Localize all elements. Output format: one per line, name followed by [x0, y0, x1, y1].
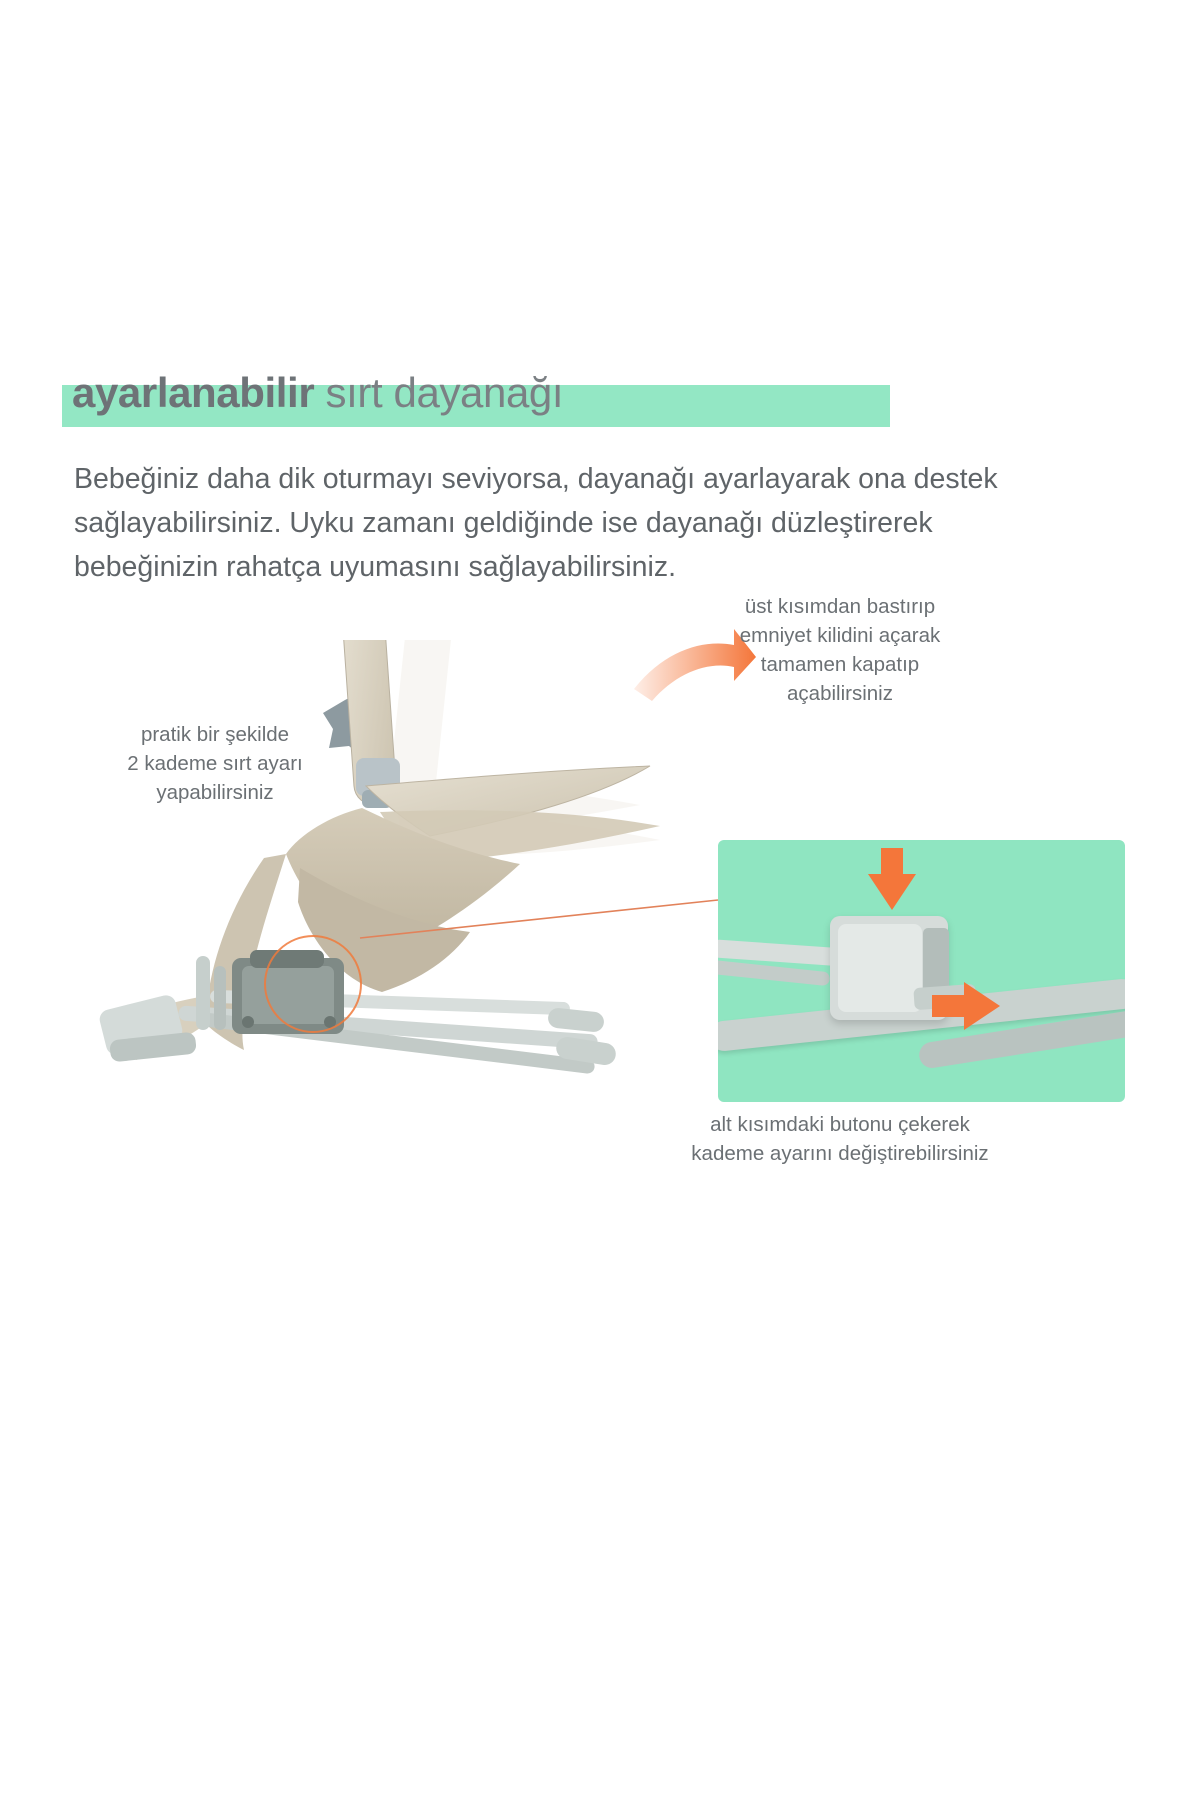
- callout-top: üst kısımdan bastırıp emniyet kilidini açarak tamamen kapatıp açabilirsiniz: [739, 595, 941, 705]
- arrow-press-down-icon: [866, 846, 918, 912]
- highlight-circle: [264, 935, 362, 1033]
- arrow-slide-right-icon: [930, 980, 1002, 1032]
- title-light-part: sırt dayanağı: [314, 369, 564, 416]
- title-bold-part: ayarlanabilir: [72, 369, 315, 416]
- illustration-area: [0, 595, 1200, 1300]
- title-text: [72, 369, 564, 416]
- callout-left: pratik bir şekilde 2 kademe sırt ayarı yapabilirsiniz: [127, 723, 303, 804]
- body-paragraph: Bebeğiniz daha dik oturmayı seviyorsa, dayanağı ayarlayarak ona destek sağlayabilirsiniz. Uyku zamanı geldiğinde ise dayanağı düzleştirerek bebeğinizin rahatça uyumasını sağlayabilirsiniz.: [74, 463, 998, 583]
- inset-closeup-panel: [718, 840, 1125, 1102]
- callout-bottom: alt kısımdaki butonu çekerek kademe ayarını değiştirebilirsiniz: [691, 1113, 989, 1165]
